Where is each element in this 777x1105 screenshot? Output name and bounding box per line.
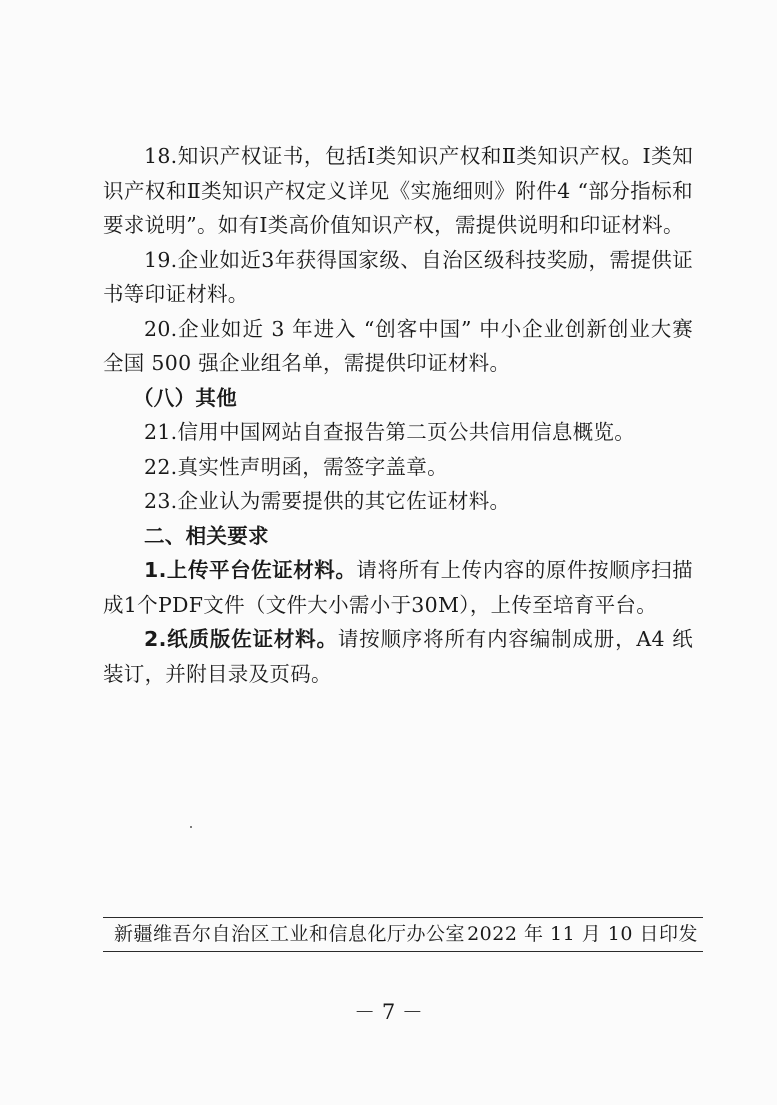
paragraph-item-22: 22.真实性声明函，需签字盖章。	[144, 454, 448, 479]
requirement-1-title: 1.上传平台佐证材料。	[144, 558, 357, 582]
paragraph-item-20: 20.企业如近 3 年进入 “创客中国” 中小企业创新创业大赛全国 500 强企业组名单，需提供印证材料。	[103, 316, 693, 375]
document-body	[103, 139, 693, 691]
page-number: － 7 －	[354, 1000, 423, 1024]
footer-issue-date: 2022 年 11 月 10 日印发	[467, 923, 698, 945]
requirement-2-text: 请按顺序将所有内容编制成册，A4 纸装订，并附目录及页码。	[103, 627, 693, 686]
paragraph-item-18: 18.知识产权证书，包括Ⅰ类知识产权和Ⅱ类知识产权。Ⅰ类知识产权和Ⅱ类知识产权定义详见《实施细则》附件4 “部分指标和要求说明”。如有Ⅰ类高价值知识产权，需提供说明和印证材料。	[103, 144, 693, 237]
requirement-2-title: 2.纸质版佐证材料。	[144, 627, 338, 651]
footer-bottom-rule	[103, 951, 703, 952]
paragraph-requirement-2	[103, 622, 693, 691]
footer-top-rule	[103, 917, 703, 918]
paragraph-requirement-1	[103, 553, 693, 622]
requirement-1-text: 请将所有上传内容的原件按顺序扫描成1个PDF文件（文件大小需小于30M），上传至培育平台。	[103, 558, 693, 617]
scan-speck	[190, 826, 192, 828]
paragraph-item-21: 21.信用中国网站自查报告第二页公共信用信息概览。	[144, 420, 636, 444]
footer-issuing-office: 新疆维吾尔自治区工业和信息化厅办公室	[114, 923, 466, 945]
part-heading-requirements: 二、相关要求	[144, 523, 269, 548]
section-heading-other: （八）其他	[133, 385, 237, 410]
paragraph-item-19: 19.企业如近3年获得国家级、自治区级科技奖励，需提供证书等印证材料。	[103, 247, 693, 306]
paragraph-item-23: 23.企业认为需要提供的其它佐证材料。	[144, 489, 511, 513]
